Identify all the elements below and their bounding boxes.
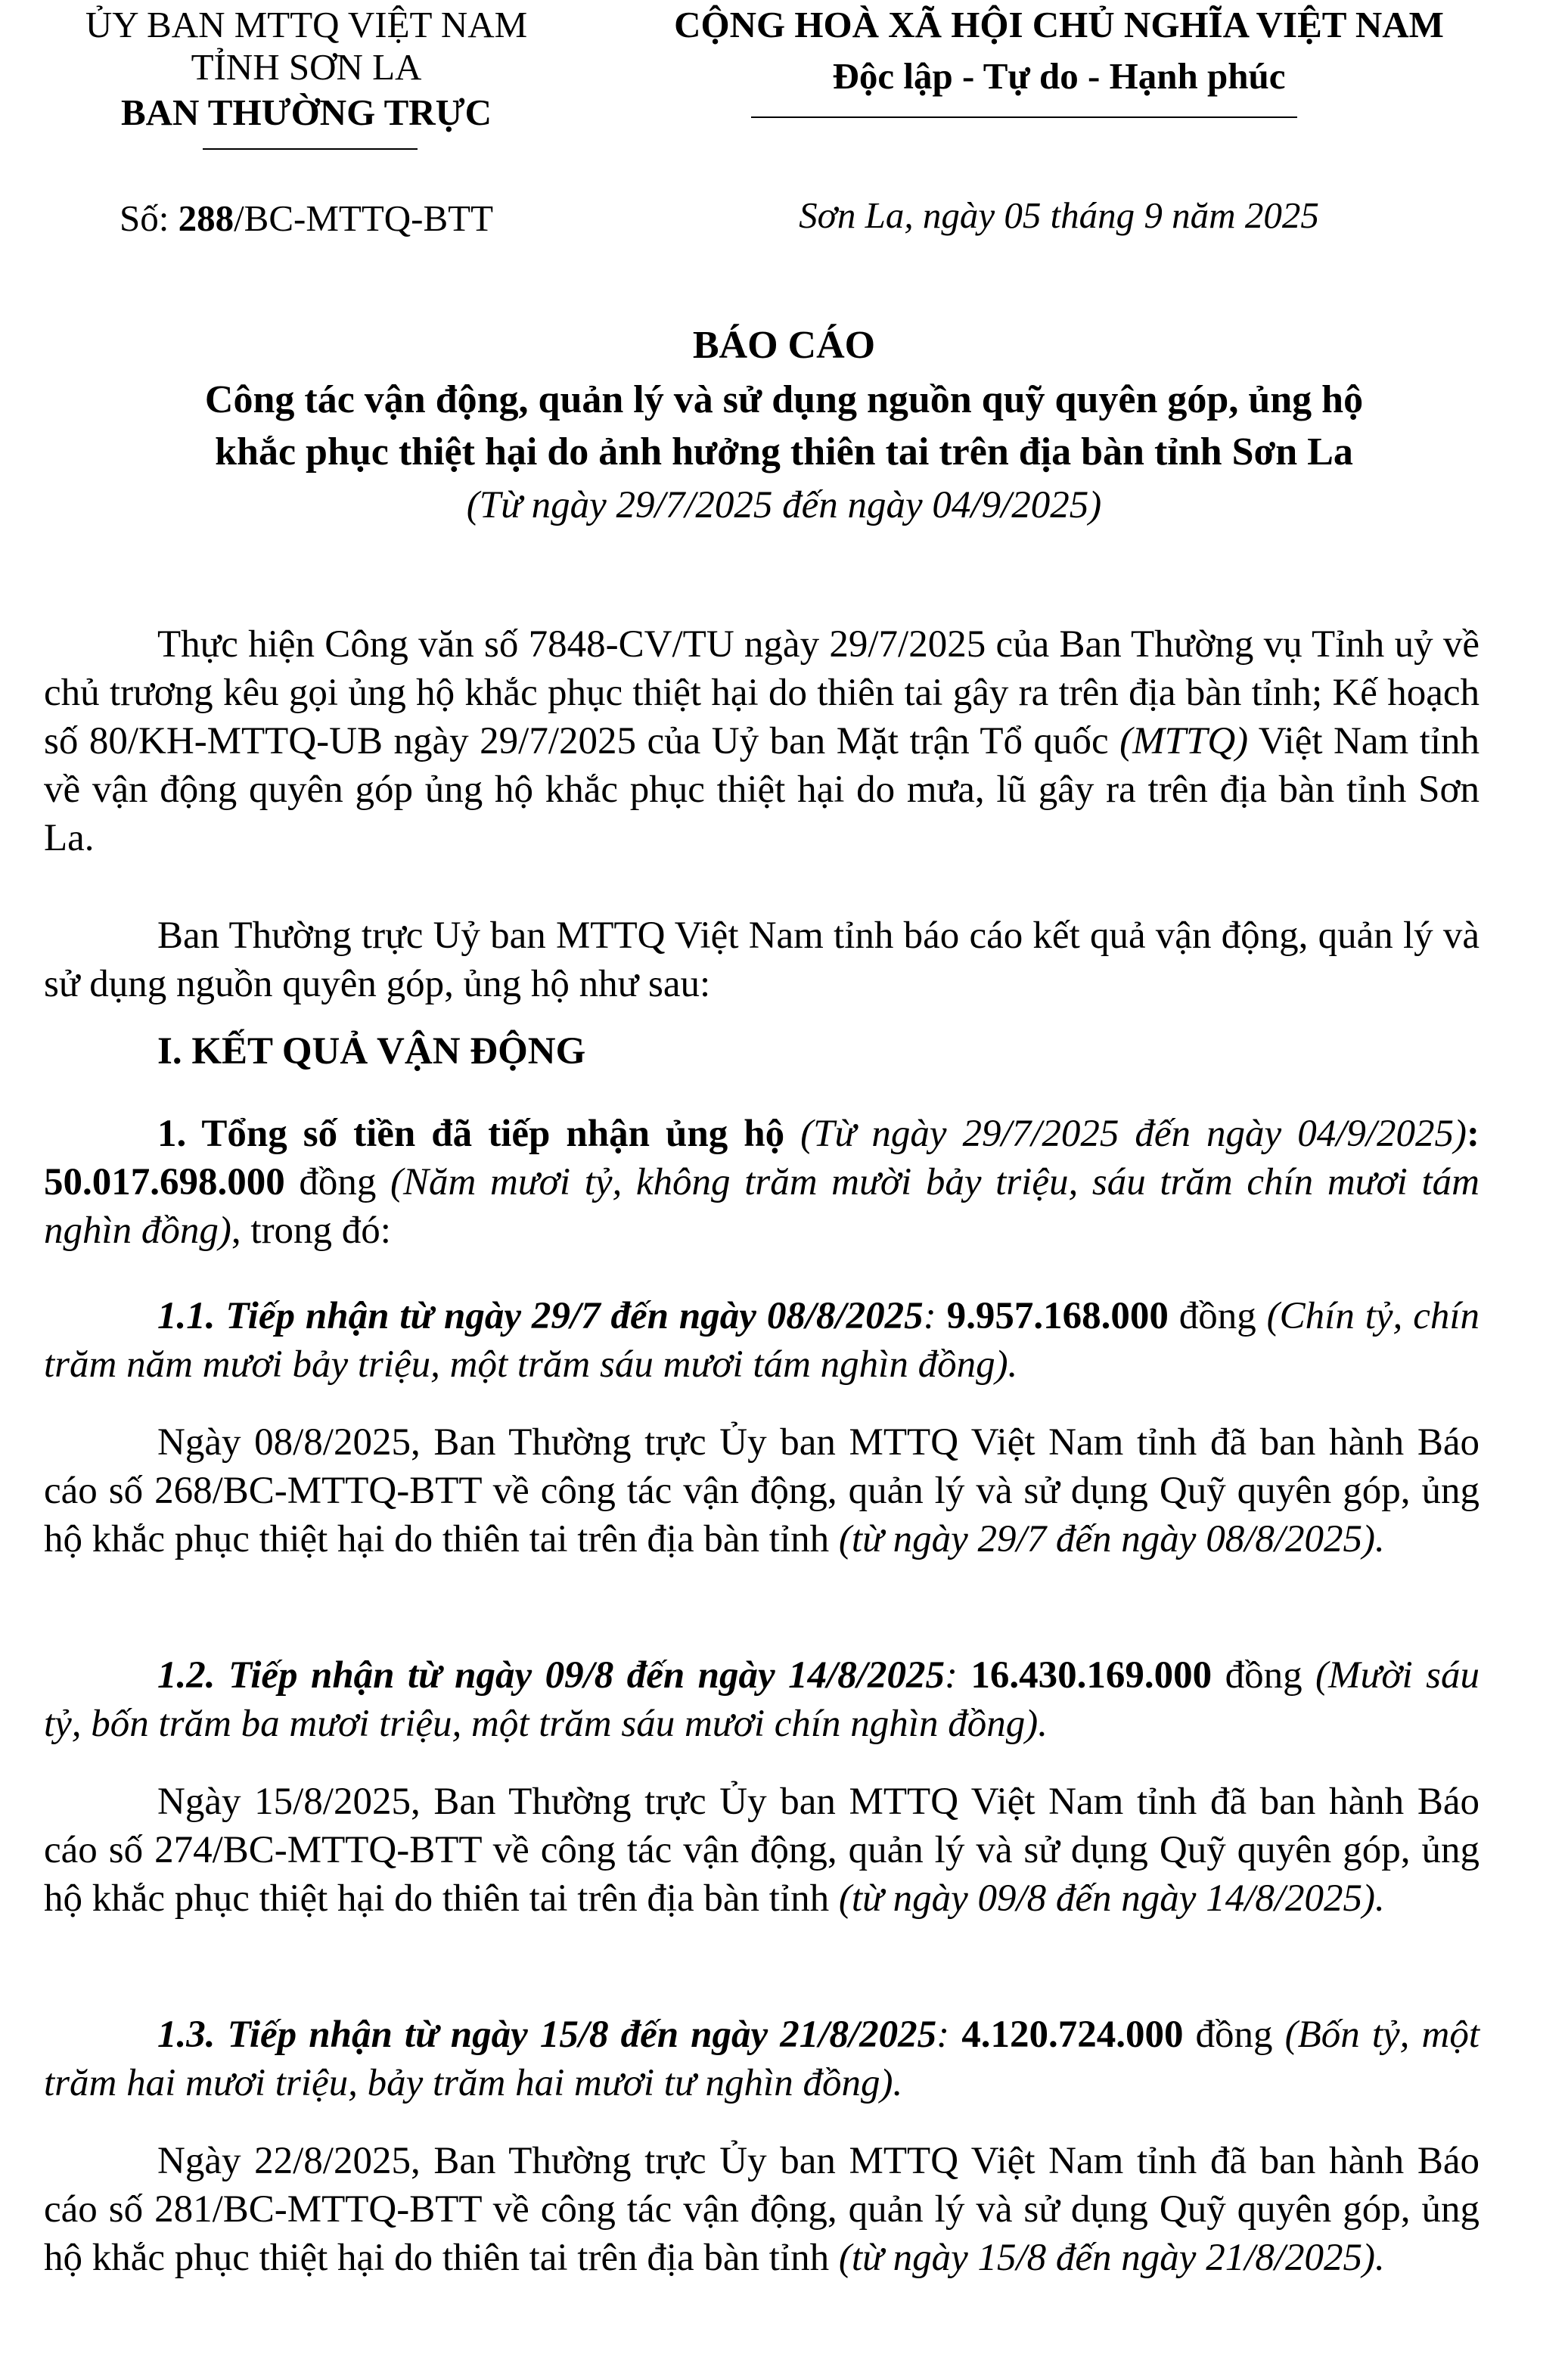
s11-words: (Chín tỷ, chín trăm năm mươi bảy triệu, một trăm sáu mươi tám nghìn đồng). — [44, 1295, 1480, 1386]
item1-amount: 50.017.698.000 — [44, 1161, 285, 1203]
document-number — [30, 195, 582, 242]
s13-colon: : — [936, 2014, 962, 2056]
issuing-org-block — [30, 2, 582, 136]
nation-title: CỘNG HOÀ XÃ HỘI CHỦ NGHĨA VIỆT NAM — [674, 4, 1444, 45]
paragraph-1-3-note — [44, 2137, 1480, 2282]
s13-label: 1.3. Tiếp nhận từ ngày 15/8 đến ngày 21/8/2025 — [157, 2014, 937, 2056]
intro-text-c: Việt Nam tỉnh về vận động quyên góp ủng hộ khắc phục thiệt hại do mưa, lũ gây ra trên địa bàn tỉnh Sơn La. — [44, 720, 1480, 859]
issuing-org-line1: ỦY BAN MTTQ VIỆT NAM — [85, 4, 528, 45]
s11-colon: : — [923, 1295, 947, 1337]
issuing-org-line2: TỈNH SƠN LA — [191, 46, 422, 88]
item1-tail: , trong đó: — [231, 1209, 391, 1252]
s12-amount: 16.430.169.000 — [970, 1654, 1212, 1697]
s12-label: 1.2. Tiếp nhận từ ngày 09/8 đến ngày 14/8/2025 — [157, 1654, 945, 1697]
subitem-1-1 — [44, 1292, 1480, 1389]
subitem-1-3 — [44, 2011, 1480, 2107]
number-prefix: Số: — [119, 197, 179, 239]
item1-period: (Từ ngày 29/7/2025 đến ngày 04/9/2025) — [784, 1113, 1467, 1155]
s11-amount: 9.957.168.000 — [946, 1295, 1169, 1337]
intro-paragraph — [44, 620, 1480, 862]
issuing-org-line3: BAN THƯỜNG TRỰC — [120, 92, 492, 133]
subitem-1-2 — [44, 1651, 1480, 1748]
s12-words: (Mười sáu tỷ, bốn trăm ba mươi triệu, một trăm sáu mươi chín nghìn đồng). — [44, 1654, 1480, 1745]
s11-label: 1.1. Tiếp nhận từ ngày 29/7 đến ngày 08/8/2025 — [157, 1295, 924, 1337]
number-value: 288 — [178, 197, 234, 239]
item1-words: (Năm mươi tỷ, không trăm mười bảy triệu, sáu trăm chín mươi tám nghìn đồng) — [44, 1161, 1480, 1252]
motto: Độc lập - Tự do - Hạnh phúc — [832, 55, 1286, 97]
org-underline — [203, 148, 418, 150]
item1-label: 1. Tổng số tiền đã tiếp nhận ủng hộ — [157, 1113, 785, 1155]
p13-period: (từ ngày 15/8 đến ngày 21/8/2025). — [838, 2237, 1385, 2279]
s12-colon: : — [944, 1654, 971, 1697]
item1-unit: đồng — [284, 1161, 391, 1203]
subject-line1: Công tác vận động, quản lý và sử dụng nguồn quỹ quyên góp, ủng hộ — [204, 378, 1364, 421]
subject-line2: khắc phục thiệt hại do ảnh hưởng thiên tai trên địa bàn tỉnh Sơn La — [215, 430, 1353, 474]
p12-text: Ngày 15/8/2025, Ban Thường trực Ủy ban MTTQ Việt Nam tỉnh đã ban hành Báo cáo số 274/BC-MTTQ-BTT về công tác vận động, quản lý và sử dụng Quỹ quyên góp, ủng hộ khắc phục thiệt hại do thiên tai trên địa bàn tỉnh — [44, 1781, 1480, 1920]
p12-period: (từ ngày 09/8 đến ngày 14/8/2025). — [838, 1877, 1385, 1920]
report-period: (Từ ngày 29/7/2025 đến ngày 04/9/2025) — [466, 484, 1102, 526]
place-date: Sơn La, ngày 05 tháng 9 năm 2025 — [799, 194, 1319, 236]
intro-text-b: (MTTQ) — [1119, 720, 1249, 762]
item1-colon: : — [1467, 1113, 1480, 1155]
p11-text: Ngày 08/8/2025, Ban Thường trực Ủy ban MTTQ Việt Nam tỉnh đã ban hành Báo cáo số 268/BC-MTTQ-BTT về công tác vận động, quản lý và sử dụng Quỹ quyên góp, ủng hộ khắc phục thiệt hại do thiên tai trên địa bàn tỉnh — [44, 1421, 1480, 1560]
p11-period: (từ ngày 29/7 đến ngày 08/8/2025). — [838, 1518, 1385, 1560]
s13-unit: đồng — [1183, 2014, 1285, 2056]
p13-text: Ngày 22/8/2025, Ban Thường trực Ủy ban MTTQ Việt Nam tỉnh đã ban hành Báo cáo số 281/BC-MTTQ-BTT về công tác vận động, quản lý và sử dụng Quỹ quyên góp, ủng hộ khắc phục thiệt hại do thiên tai trên địa bàn tỉnh — [44, 2140, 1480, 2279]
paragraph-1-2-note — [44, 1778, 1480, 1923]
intro-text-a: Thực hiện Công văn số 7848-CV/TU ngày 29/7/2025 của Ban Thường vụ Tỉnh uỷ về chủ trương kêu gọi ủng hộ khắc phục thiệt hại do thiên tai gây ra trên địa bàn tỉnh; Kế hoạch số 80/KH-MTTQ-UB ngày 29/7/2025 của Uỷ ban Mặt trận Tổ quốc — [44, 623, 1480, 762]
section-heading-1: I. KẾT QUẢ VẬN ĐỘNG — [157, 1030, 586, 1073]
s11-unit: đồng — [1168, 1295, 1267, 1337]
report-paragraph: Ban Thường trực Uỷ ban MTTQ Việt Nam tỉnh báo cáo kết quả vận động, quản lý và sử dụng nguồn quyên góp, ủng hộ như sau: — [44, 914, 1480, 1005]
paragraph-1-1-note — [44, 1418, 1480, 1563]
s13-words: (Bốn tỷ, một trăm hai mươi triệu, bảy trăm hai mươi tư nghìn đồng). — [44, 2014, 1480, 2104]
s12-unit: đồng — [1212, 1654, 1316, 1697]
motto-underline — [751, 116, 1297, 118]
s13-amount: 4.120.724.000 — [961, 2014, 1184, 2056]
number-suffix: /BC-MTTQ-BTT — [234, 197, 494, 239]
item-1-paragraph — [44, 1110, 1480, 1255]
doc-type: BÁO CÁO — [692, 324, 876, 367]
